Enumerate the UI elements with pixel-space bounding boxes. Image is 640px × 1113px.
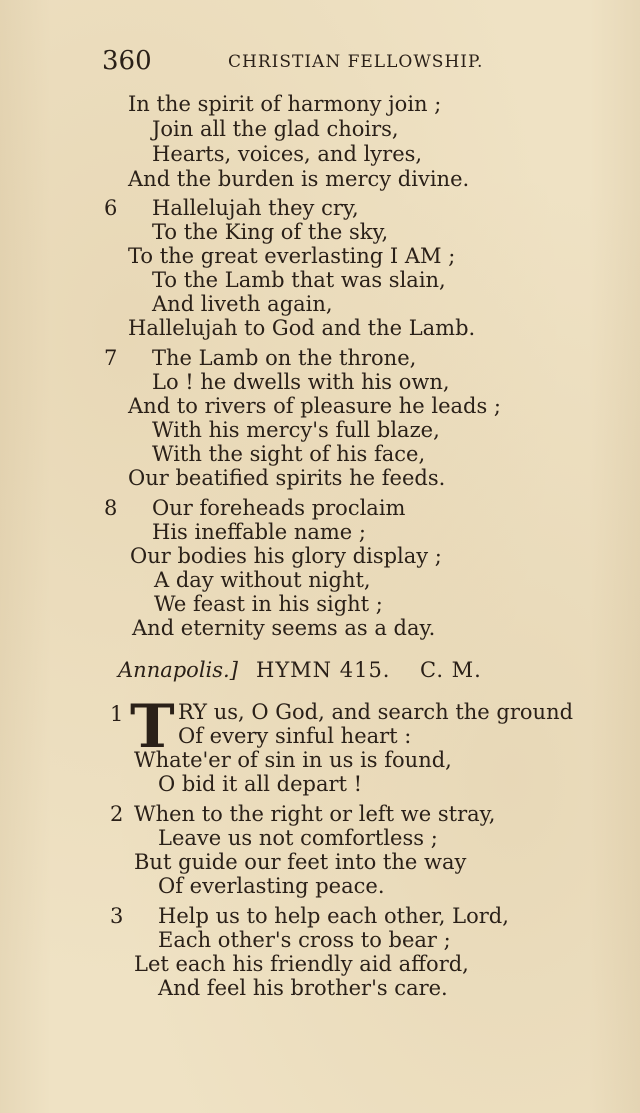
verse-line: And feel his brother's care.	[158, 976, 448, 1000]
verse-line: Join all the glad choirs,	[152, 117, 399, 141]
verse-line: With his mercy's full blaze,	[152, 418, 440, 442]
verse-line: Whate'er of sin in us is found,	[134, 748, 452, 772]
verse-line: We feast in his sight ;	[154, 592, 383, 616]
verse-line: When to the right or left we stray,	[134, 802, 496, 826]
verse-line: To the Lamb that was slain,	[152, 268, 446, 292]
running-title: CHRISTIAN FELLOWSHIP.	[228, 52, 484, 72]
verse-line: To the great everlasting I AM ;	[128, 244, 456, 268]
verse-line: O bid it all depart !	[158, 772, 363, 796]
page-header	[102, 44, 522, 78]
verse-line: But guide our feet into the way	[134, 850, 467, 874]
verse-line: Lo ! he dwells with his own,	[152, 370, 450, 394]
verse-line: Our foreheads proclaim	[152, 496, 406, 520]
verse-line: And eternity seems as a day.	[132, 616, 436, 640]
verse-line: Of every sinful heart :	[178, 724, 412, 748]
verse-line: Hallelujah they cry,	[152, 196, 359, 220]
verse-line: To the King of the sky,	[152, 220, 389, 244]
verse-line: Let each his friendly aid afford,	[134, 952, 469, 976]
page-number: 360	[102, 46, 152, 76]
tune-name: Annapolis.]	[118, 658, 238, 682]
hymn-title: HYMN 415.	[256, 658, 391, 682]
verse-line: With the sight of his face,	[152, 442, 426, 466]
verse-line: RY us, O God, and search the ground	[178, 700, 574, 724]
stanza-number: 7	[104, 346, 118, 370]
verse-line: A day without night,	[154, 568, 371, 592]
verse-line: And liveth again,	[152, 292, 333, 316]
stanza-number: 3	[110, 904, 124, 928]
hymn-heading	[118, 658, 538, 686]
verse-line: Our bodies his glory display ;	[130, 544, 442, 568]
verse-line: Help us to help each other, Lord,	[158, 904, 509, 928]
hymn-meter: C. M.	[420, 658, 482, 682]
verse-line: Hallelujah to God and the Lamb.	[128, 316, 476, 340]
stanza-number: 8	[104, 496, 118, 520]
verse-line: Leave us not comfortless ;	[158, 826, 438, 850]
verse-line: Our beatified spirits he feeds.	[128, 466, 446, 490]
drop-cap: T	[130, 692, 175, 762]
verse-line: And the burden is mercy divine.	[128, 167, 470, 191]
verse-line: Hearts, voices, and lyres,	[152, 142, 423, 166]
verse-line: Each other's cross to bear ;	[158, 928, 451, 952]
stanza-number: 2	[110, 802, 124, 826]
verse-line: His ineffable name ;	[152, 520, 366, 544]
verse-line: Of everlasting peace.	[158, 874, 385, 898]
stanza-number: 1	[110, 702, 124, 726]
verse-line: And to rivers of pleasure he leads ;	[128, 394, 502, 418]
verse-line: In the spirit of harmony join ;	[128, 92, 442, 116]
stanza-number: 6	[104, 196, 118, 220]
verse-line: The Lamb on the throne,	[152, 346, 417, 370]
